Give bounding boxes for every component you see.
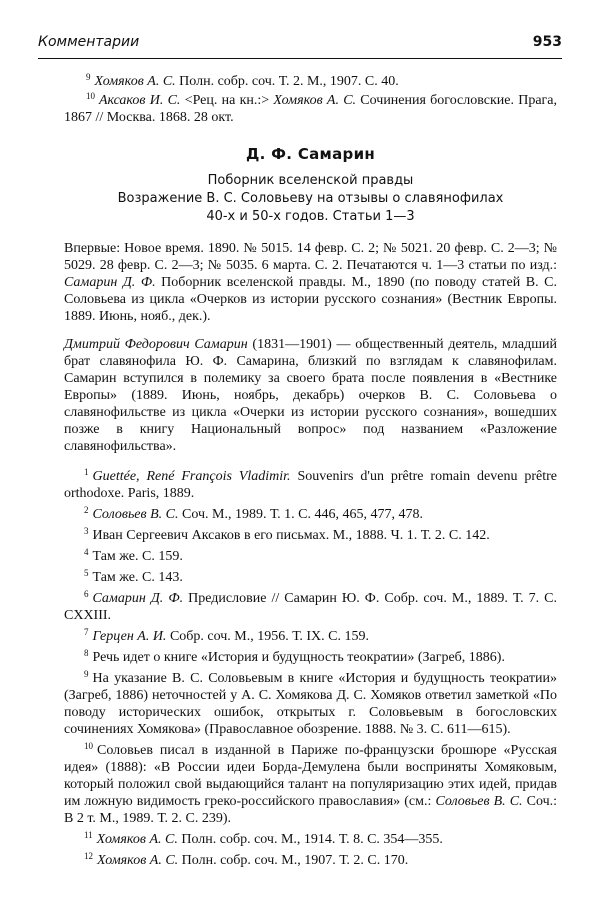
intro-name: Дмитрий Федорович Самарин — [64, 337, 248, 352]
first-pub-text-after: Поборник вселенской правды. М., 1890 (по поводу статей В. С. Соловьева из цикла «Очерков из истории русского сознания» (Вестник Европы. 1889. Июнь, нояб., дек.). — [64, 275, 558, 324]
intro-text: (1831—1901) — общественный деятель, младший брат славянофила Ю. Ф. Самарина, близкий по взглядам к славянофилам. Самарин вступился в полемику за своего брата после появления в «Вестнике Европы» (1889. Июнь, ноябрь, декабрь) очерков В. С. Соловьева о славянофильстве из цикла «Очерки из истории русского сознания», вошедших позже в книгу Национальный вопрос» под названием «Разложение славянофильства». — [64, 337, 557, 454]
footnote — [64, 628, 557, 645]
header-rule — [38, 58, 562, 59]
footnote-author: Guettée, René François Vladimir. — [92, 469, 291, 484]
footnote — [64, 506, 557, 523]
footnote — [64, 649, 557, 666]
footnote-number: 10 — [84, 741, 93, 751]
footnote-text: Речь идет о книге «История и будущность теократии» (Загреб, 1886). — [92, 650, 505, 665]
footnote-text: Там же. С. 159. — [92, 549, 183, 564]
section-title: Д. Ф. Самарин — [245, 145, 376, 163]
note-text: Полн. собр. соч. Т. 2. М., 1907. С. 40. — [179, 74, 399, 89]
footnote-text: Там же. С. 143. — [92, 570, 183, 585]
subtitle-line: Возражение В. С. Соловьеву на отзывы о славянофилах — [117, 191, 504, 206]
footnote-number: 1 — [84, 467, 89, 477]
footnote-author: Самарин Д. Ф. — [92, 591, 184, 606]
first-pub-author: Самарин Д. Ф. — [64, 275, 156, 290]
footnote-author: Герцен А. И. — [92, 629, 167, 644]
top-note — [64, 92, 557, 126]
footnote-author: Соловьев В. С. — [92, 507, 179, 522]
footnote-text: Собр. соч. М., 1956. Т. IX. С. 159. — [169, 629, 369, 644]
footnote — [64, 569, 557, 586]
footnote-author: Соловьев В. С. — [435, 794, 523, 809]
section-subtitles — [64, 172, 557, 226]
footnote-text: Соловьев писал в изданной в Париже по-французски брошюре «Русская идея» (1888): «В России идеи Борда-Демулена были восприняты Хомяковым, который положил свой выдающийся талант на популяризацию этих идей, придав им ложную видимость греко-российского православия» (см.: — [64, 743, 557, 809]
note-author: Хомяков А. С. — [94, 74, 176, 89]
note-text: Сочинения богословские. Прага, 1867 // Москва. 1868. 28 окт. — [64, 93, 558, 125]
footnote — [64, 527, 557, 544]
footnote-text: Соч. М., 1989. Т. 1. С. 446, 465, 477, 478. — [182, 507, 423, 522]
footnote-text: Souvenirs d'un prêtre romain devenu prêtre orthodoxe. Paris, 1889. — [64, 469, 558, 501]
first-pub-text: Впервые: Новое время. 1890. № 5015. 14 февр. С. 2; № 5021. 20 февр. С. 2—3; № 5029. 28 февр. С. 2—3; № 5035. 6 марта. С. 2. Печатаются ч. 1—3 статьи по изд.: — [64, 241, 557, 273]
running-title: Комментарии — [38, 34, 140, 50]
footnote-number: 12 — [84, 851, 93, 861]
footnote-number: 7 — [84, 627, 89, 637]
footnote-text: Предисловие // Самарин Ю. Ф. Собр. соч. М., 1889. Т. 7. С. CXXIII. — [64, 591, 558, 623]
footnote-number: 6 — [84, 589, 89, 599]
footnote-text: Полн. собр. соч. М., 1914. Т. 8. С. 354—355. — [181, 832, 443, 847]
note-number: 10 — [86, 91, 95, 101]
footnote — [64, 468, 557, 502]
page-content — [64, 73, 557, 873]
footnote — [64, 590, 557, 624]
top-note — [64, 73, 557, 90]
footnote-number: 9 — [84, 669, 89, 679]
subtitle-line: 40-х и 50-х годов. Статьи 1—3 — [206, 209, 415, 224]
footnote-number: 2 — [84, 505, 89, 515]
page-number: 953 — [532, 34, 562, 50]
footnote — [64, 548, 557, 565]
first-publication-paragraph — [64, 240, 557, 325]
note-author: Аксаков И. С. — [99, 93, 181, 108]
footnote-text: Полн. собр. соч. М., 1907. Т. 2. С. 170. — [181, 853, 409, 868]
footnotes-list — [64, 468, 557, 869]
footnote-text: Иван Сергеевич Аксаков в его письмах. М., 1888. Ч. 1. Т. 2. С. 142. — [92, 528, 490, 543]
intro-paragraph — [64, 336, 557, 455]
footnote-number: 3 — [84, 526, 89, 536]
footnote-number: 11 — [84, 830, 93, 840]
footnote — [64, 742, 557, 827]
running-header — [38, 34, 562, 56]
note-text-before: <Рец. на кн.:> — [184, 93, 270, 108]
footnote-author: Хомяков А. С. — [97, 853, 179, 868]
footnote-text-after: Соч.: В 2 т. М., 1989. Т. 2. С. 239). — [64, 794, 558, 826]
footnote-number: 5 — [84, 568, 89, 578]
subtitle-line: Поборник вселенской правды — [207, 173, 414, 188]
footnote-number: 8 — [84, 648, 89, 658]
note-author-2: Хомяков А. С. — [273, 93, 357, 108]
note-number: 9 — [86, 72, 91, 82]
footnote-author: Хомяков А. С. — [96, 832, 178, 847]
footnote-text: На указание В. С. Соловьевым в книге «История и будущность теократии» (Загреб, 1886) неточностей у А. С. Хомякова Д. С. Хомяков ответил заметкой «По поводу исторических ошибок, открытых г. Соловьевым в богословских сочинениях Хомякова» (Православное обозрение. 1888. № 3. С. 611—615). — [64, 671, 557, 737]
footnote-number: 4 — [84, 547, 89, 557]
footnote — [64, 831, 557, 848]
footnote — [64, 670, 557, 738]
footnote — [64, 852, 557, 869]
